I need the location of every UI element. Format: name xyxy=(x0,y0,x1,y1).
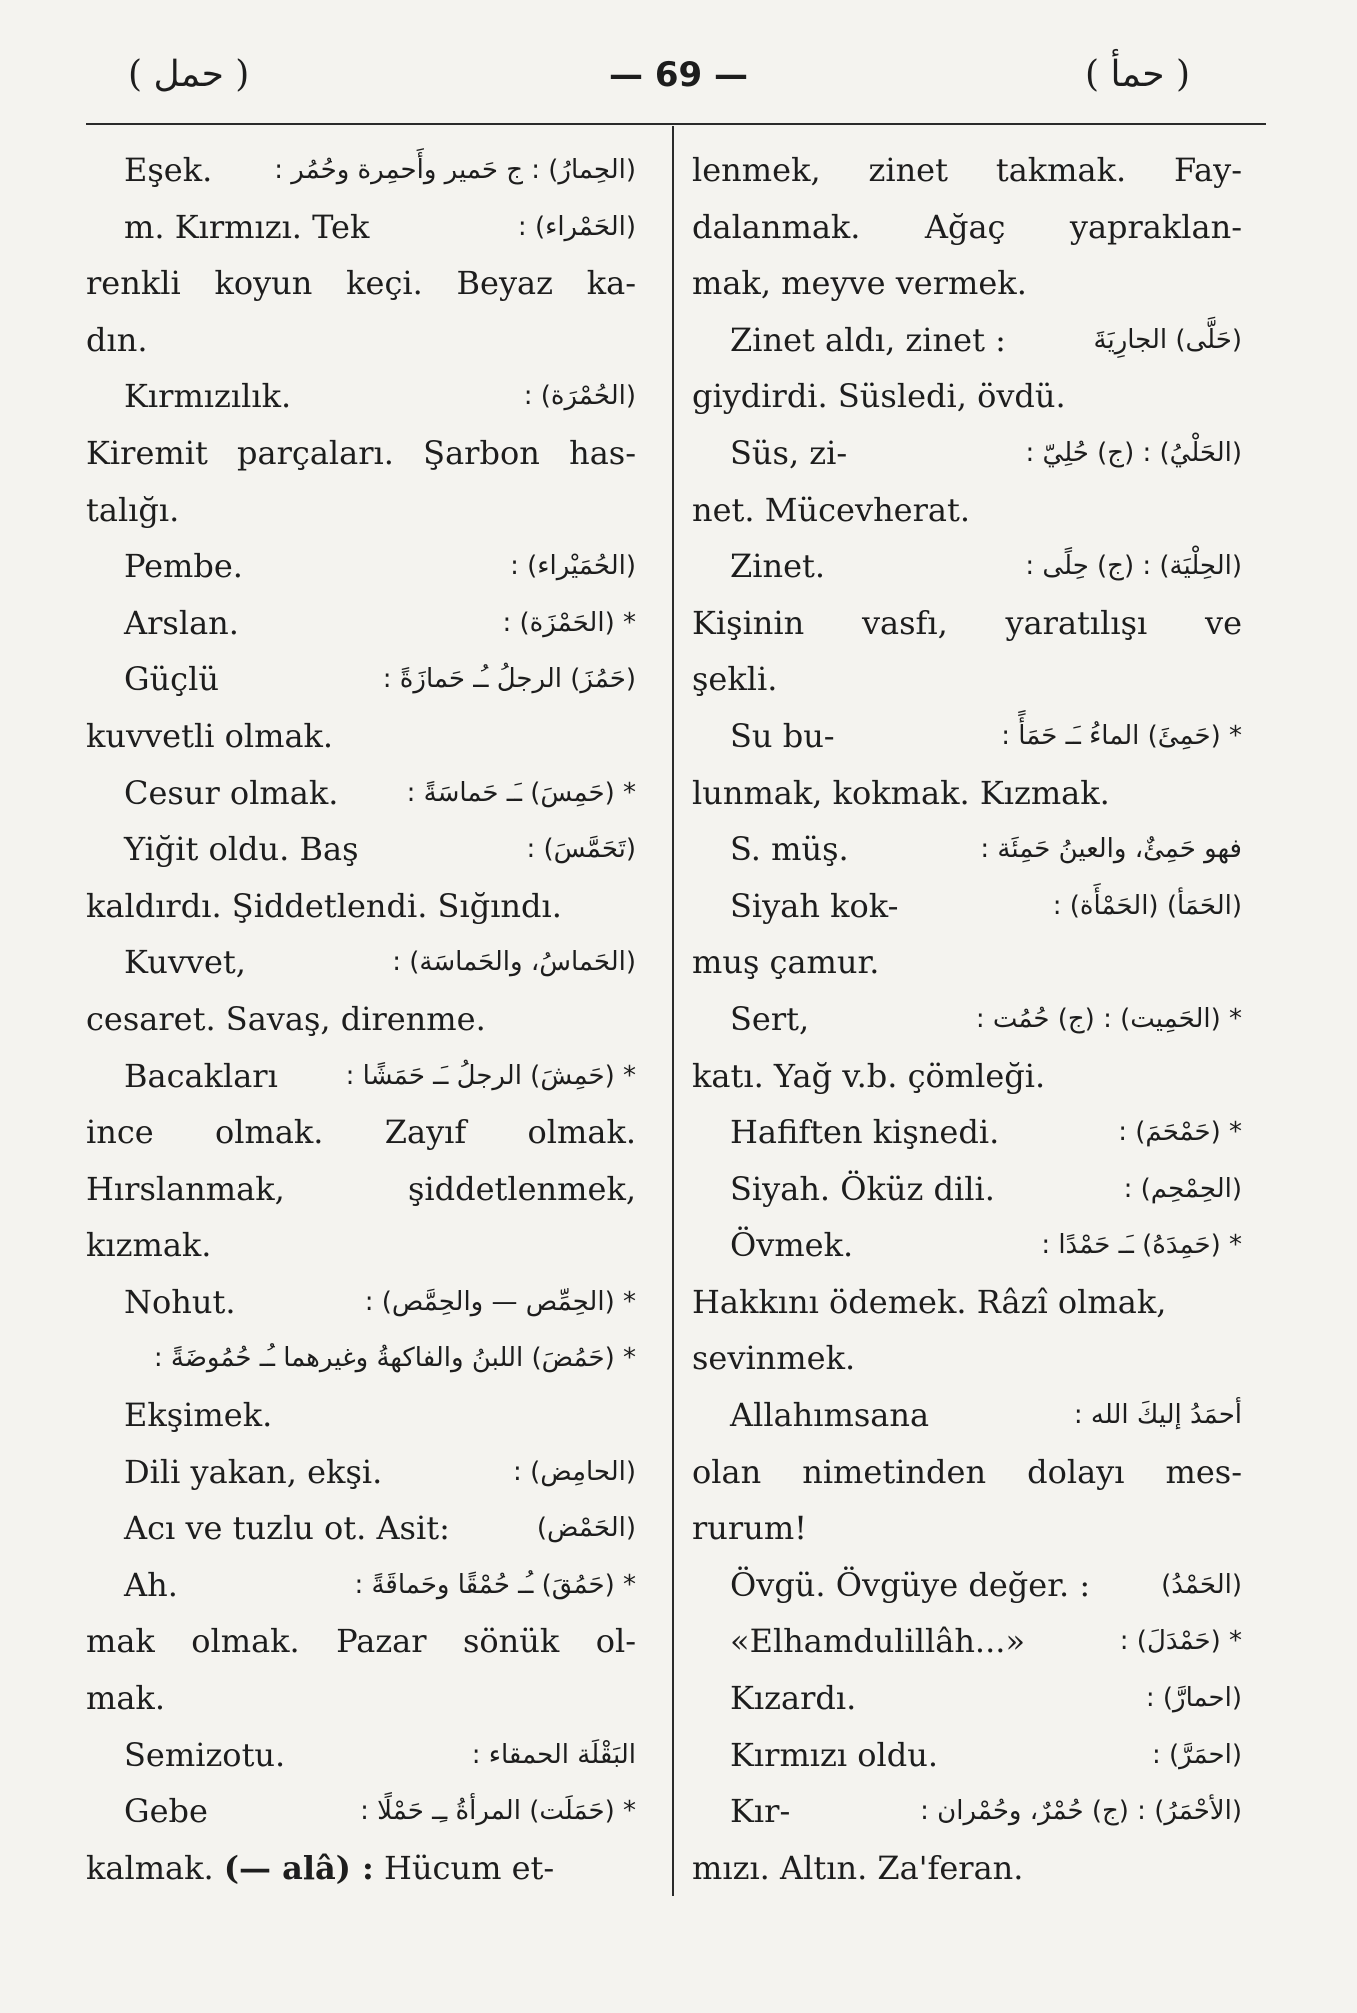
dictionary-line xyxy=(86,1274,636,1331)
dictionary-line xyxy=(86,595,636,652)
dictionary-line xyxy=(86,199,636,256)
turkish-text: Siyah kok- xyxy=(730,886,899,925)
turkish-text: Bacakları xyxy=(124,1056,278,1095)
turkish-text: Kırmızı oldu. xyxy=(730,1735,939,1774)
arabic-headword: البَقْلَة الحمقاء : xyxy=(471,1739,636,1770)
dictionary-line xyxy=(86,821,636,878)
dictionary-line xyxy=(692,482,1242,539)
dictionary-line xyxy=(86,1161,636,1218)
dictionary-line xyxy=(692,595,1242,652)
arabic-headword: (الحَلْيُ) : (ج) حُلِيّ : xyxy=(1025,437,1242,468)
arabic-headword: (الحَمَأ) (الحَمْأَة) : xyxy=(1052,890,1242,921)
turkish-text: muş çamur. xyxy=(692,943,880,982)
dictionary-line xyxy=(692,312,1242,369)
turkish-text: sevinmek. xyxy=(692,1339,856,1378)
turkish-text: talığı. xyxy=(86,490,180,529)
dictionary-line xyxy=(86,312,636,369)
dictionary-line xyxy=(86,708,636,765)
dictionary-line xyxy=(86,1783,636,1840)
arabic-headword: * (الحَمْزَة) : xyxy=(502,607,636,638)
dictionary-line xyxy=(86,425,636,482)
dictionary-line xyxy=(692,1783,1242,1840)
arabic-headword: (الحِمارُ) : ج حَمير وأَحمِرة وحُمُر : xyxy=(274,155,636,185)
arabic-headword: * (حَمِسَ) ـَـ حَماسَةً : xyxy=(406,777,636,808)
arabic-headword: (الحُمَيْراء) : xyxy=(510,551,636,582)
dictionary-line xyxy=(86,1840,636,1897)
turkish-text: Övgü. Övgüye değer. : xyxy=(730,1565,1091,1604)
page-header xyxy=(0,50,1357,130)
dictionary-line xyxy=(692,1727,1242,1784)
turkish-text: Siyah. Öküz dili. xyxy=(730,1169,995,1208)
arabic-headword: فهو حَمِئٌ، والعينُ حَمِئَة : xyxy=(980,834,1242,865)
arabic-headword: (الحِمْحِم) : xyxy=(1123,1173,1242,1204)
arabic-headword: * (حَمُضَ) اللبنُ والفاكهةُ وغيرهما ـُـ حُمُوضَةً : xyxy=(153,1343,636,1374)
arabic-headword: (الحامِض) : xyxy=(513,1456,636,1487)
turkish-text: Övmek. xyxy=(730,1226,854,1265)
turkish-text: Kırmızılık. xyxy=(124,377,292,416)
turkish-text: dalanmak. Ağaç yapraklan- xyxy=(692,207,1242,246)
dictionary-line xyxy=(692,1500,1242,1557)
turkish-text-tail: Hücum et- xyxy=(384,1848,555,1887)
turkish-text: Gebe xyxy=(124,1792,208,1831)
turkish-text: Acı ve tuzlu ot. Asit: xyxy=(124,1509,450,1548)
arabic-headword: أحمَدُ إليكَ الله : xyxy=(1073,1400,1242,1431)
turkish-text: Nohut. xyxy=(124,1282,236,1321)
arabic-headword: * (الحِمِّص — والحِمَّص) : xyxy=(364,1286,636,1317)
dictionary-line xyxy=(692,991,1242,1048)
dictionary-line xyxy=(692,1670,1242,1727)
header-rule xyxy=(86,123,1266,125)
dictionary-line xyxy=(692,934,1242,991)
turkish-text: net. Mücevherat. xyxy=(692,490,971,529)
turkish-text: Eşek. xyxy=(124,151,213,189)
arabic-headword: (حَلَّى) الجارِيَةَ xyxy=(1093,324,1242,355)
turkish-text: kızmak. xyxy=(86,1226,212,1265)
arabic-headword: (تَحَمَّسَ) : xyxy=(526,834,636,865)
turkish-text: Kuvvet, xyxy=(124,943,246,982)
arabic-headword: * (حَمْدَلَ) : xyxy=(1119,1626,1242,1657)
dictionary-line xyxy=(86,934,636,991)
turkish-text: mızı. Altın. Za'feran. xyxy=(692,1848,1024,1887)
dictionary-line xyxy=(86,255,636,312)
dictionary-line xyxy=(692,1557,1242,1614)
dictionary-line xyxy=(86,368,636,425)
arabic-headword: * (حَمِدَهُ) ـَـ حَمْدًا : xyxy=(1041,1230,1242,1261)
dictionary-line xyxy=(692,1330,1242,1387)
dictionary-line xyxy=(692,878,1242,935)
arabic-headword: (الأحْمَرُ) : (ج) حُمْرٌ، وحُمْران : xyxy=(920,1796,1242,1827)
turkish-text: lenmek, zinet takmak. Fay- xyxy=(692,151,1242,189)
right-column xyxy=(692,142,1242,1896)
arabic-headword: (الحُمْرَة) : xyxy=(523,381,636,412)
turkish-text: m. Kırmızı. Tek xyxy=(124,207,370,246)
dictionary-line xyxy=(86,1330,636,1387)
arabic-headword: (الحَماسُ، والحَماسَة) : xyxy=(392,947,636,978)
turkish-text: mak. xyxy=(86,1679,165,1718)
dictionary-line xyxy=(692,1161,1242,1218)
dictionary-line xyxy=(692,1613,1242,1670)
turkish-text: olan nimetinden dolayı mes- xyxy=(692,1452,1242,1491)
dictionary-line xyxy=(86,1500,636,1557)
turkish-text: Hakkını ödemek. Râzî olmak, xyxy=(692,1282,1167,1321)
arabic-headword: * (حَمُقَ) ـُـ حُمْقًا وحَماقَةً : xyxy=(354,1569,636,1600)
turkish-text: kalmak. xyxy=(86,1848,214,1887)
arabic-headword: (احمارَّ) : xyxy=(1145,1683,1242,1714)
turkish-text: Pembe. xyxy=(124,547,243,586)
arabic-headword: * (حَمِشَ) الرجلُ ـَـ حَمَشًا : xyxy=(345,1060,636,1091)
left-column xyxy=(86,142,636,1896)
turkish-text: Semizotu. xyxy=(124,1735,286,1774)
turkish-text: Kızardı. xyxy=(730,1679,857,1718)
dictionary-line xyxy=(692,142,1242,199)
dictionary-line xyxy=(86,482,636,539)
header-right-root: ( حمأ ) xyxy=(1085,54,1191,95)
turkish-text: Kır- xyxy=(730,1792,791,1831)
dictionary-line xyxy=(692,1840,1242,1897)
arabic-headword: (الحَمْراء) : xyxy=(517,211,636,242)
turkish-text: mak, meyve vermek. xyxy=(692,264,1027,303)
dictionary-line xyxy=(692,1444,1242,1501)
dictionary-line xyxy=(86,1444,636,1501)
dictionary-line xyxy=(692,255,1242,312)
turkish-text: mak olmak. Pazar sönük ol- xyxy=(86,1622,636,1661)
arabic-headword: (احمَرَّ) : xyxy=(1152,1739,1242,1770)
turkish-text: rurum! xyxy=(692,1509,808,1548)
dictionary-line xyxy=(86,765,636,822)
dictionary-line xyxy=(86,142,636,199)
arabic-headword: (الحِلْيَة) : (ج) حِلًى : xyxy=(1025,551,1242,582)
arabic-headword: (الحَمْض) xyxy=(536,1513,636,1544)
dictionary-line xyxy=(692,1387,1242,1444)
turkish-text: Zinet aldı, zinet : xyxy=(730,320,1006,359)
dictionary-line xyxy=(692,1217,1242,1274)
turkish-text: şekli. xyxy=(692,660,778,699)
turkish-text: Dili yakan, ekşi. xyxy=(124,1452,383,1491)
dictionary-line xyxy=(692,1048,1242,1105)
turkish-text: Hafiften kişnedi. xyxy=(730,1113,1000,1152)
turkish-text: Cesur olmak. xyxy=(124,773,339,812)
dictionary-line xyxy=(86,538,636,595)
dictionary-line xyxy=(86,991,636,1048)
bold-phrase: (— alâ) : xyxy=(223,1848,374,1887)
dictionary-line xyxy=(86,1557,636,1614)
dictionary-line xyxy=(692,651,1242,708)
dictionary-line xyxy=(86,651,636,708)
dictionary-line xyxy=(692,1274,1242,1331)
turkish-text: ince olmak. Zayıf olmak. xyxy=(86,1113,636,1152)
header-left-root: ( حمل ) xyxy=(128,54,250,95)
column-divider xyxy=(672,126,674,1896)
arabic-headword: * (حَمِئَ) الماءُ ـَـ حَمَأً : xyxy=(1001,720,1242,751)
turkish-text: Ekşimek. xyxy=(124,1396,273,1435)
turkish-text: Allahımsana xyxy=(730,1396,930,1435)
arabic-headword: * (حَمْحَمَ) : xyxy=(1118,1117,1242,1148)
dictionary-line xyxy=(86,1048,636,1105)
turkish-text: Arslan. xyxy=(124,603,239,642)
dictionary-line xyxy=(86,1727,636,1784)
turkish-text: Sert, xyxy=(730,999,810,1038)
dictionary-line xyxy=(86,1217,636,1274)
turkish-text: kaldırdı. Şiddetlendi. Sığındı. xyxy=(86,886,562,925)
dictionary-line xyxy=(692,765,1242,822)
turkish-text: Kiremit parçaları. Şarbon has- xyxy=(86,433,636,472)
turkish-text: dın. xyxy=(86,320,148,359)
turkish-text: S. müş. xyxy=(730,830,849,869)
turkish-text: Hırslanmak, şiddetlenmek, xyxy=(86,1169,636,1208)
turkish-text: Zinet. xyxy=(730,547,826,586)
dictionary-line xyxy=(692,821,1242,878)
turkish-text: cesaret. Savaş, direnme. xyxy=(86,999,486,1038)
turkish-text: Yiğit oldu. Baş xyxy=(124,830,359,869)
turkish-text: Süs, zi- xyxy=(730,433,848,472)
dictionary-line xyxy=(692,425,1242,482)
arabic-headword: (الحَمْدُ) xyxy=(1161,1569,1242,1600)
turkish-text: renkli koyun keçi. Beyaz ka- xyxy=(86,264,636,303)
turkish-text: «Elhamdulillâh...» xyxy=(730,1622,1026,1661)
turkish-text: lunmak, kokmak. Kızmak. xyxy=(692,773,1110,812)
arabic-headword: (حَمُزَ) الرجلُ ـُـ حَمازَةً : xyxy=(382,664,636,695)
dictionary-line xyxy=(86,1387,636,1444)
dictionary-line xyxy=(86,878,636,935)
dictionary-line xyxy=(692,368,1242,425)
dictionary-line xyxy=(86,1670,636,1727)
arabic-headword: * (الحَمِيت) : (ج) حُمُت : xyxy=(975,1003,1242,1034)
dictionary-line xyxy=(86,1104,636,1161)
turkish-text: Ah. xyxy=(124,1565,178,1604)
turkish-text: Güçlü xyxy=(124,660,219,699)
turkish-text: giydirdi. Süsledi, övdü. xyxy=(692,377,1066,416)
turkish-text: Su bu- xyxy=(730,716,835,755)
turkish-text: Kişinin vasfı, yaratılışı ve xyxy=(692,603,1242,642)
turkish-text: kuvvetli olmak. xyxy=(86,716,334,755)
turkish-text: katı. Yağ v.b. çömleği. xyxy=(692,1056,1046,1095)
arabic-headword: * (حَمَلَت) المرأةُ ـِـ حَمْلًا : xyxy=(360,1796,636,1827)
dictionary-line xyxy=(692,538,1242,595)
dictionary-line xyxy=(692,708,1242,765)
page-number: — 69 — xyxy=(609,55,748,95)
dictionary-line xyxy=(692,1104,1242,1161)
dictionary-line xyxy=(692,199,1242,256)
dictionary-line xyxy=(86,1613,636,1670)
